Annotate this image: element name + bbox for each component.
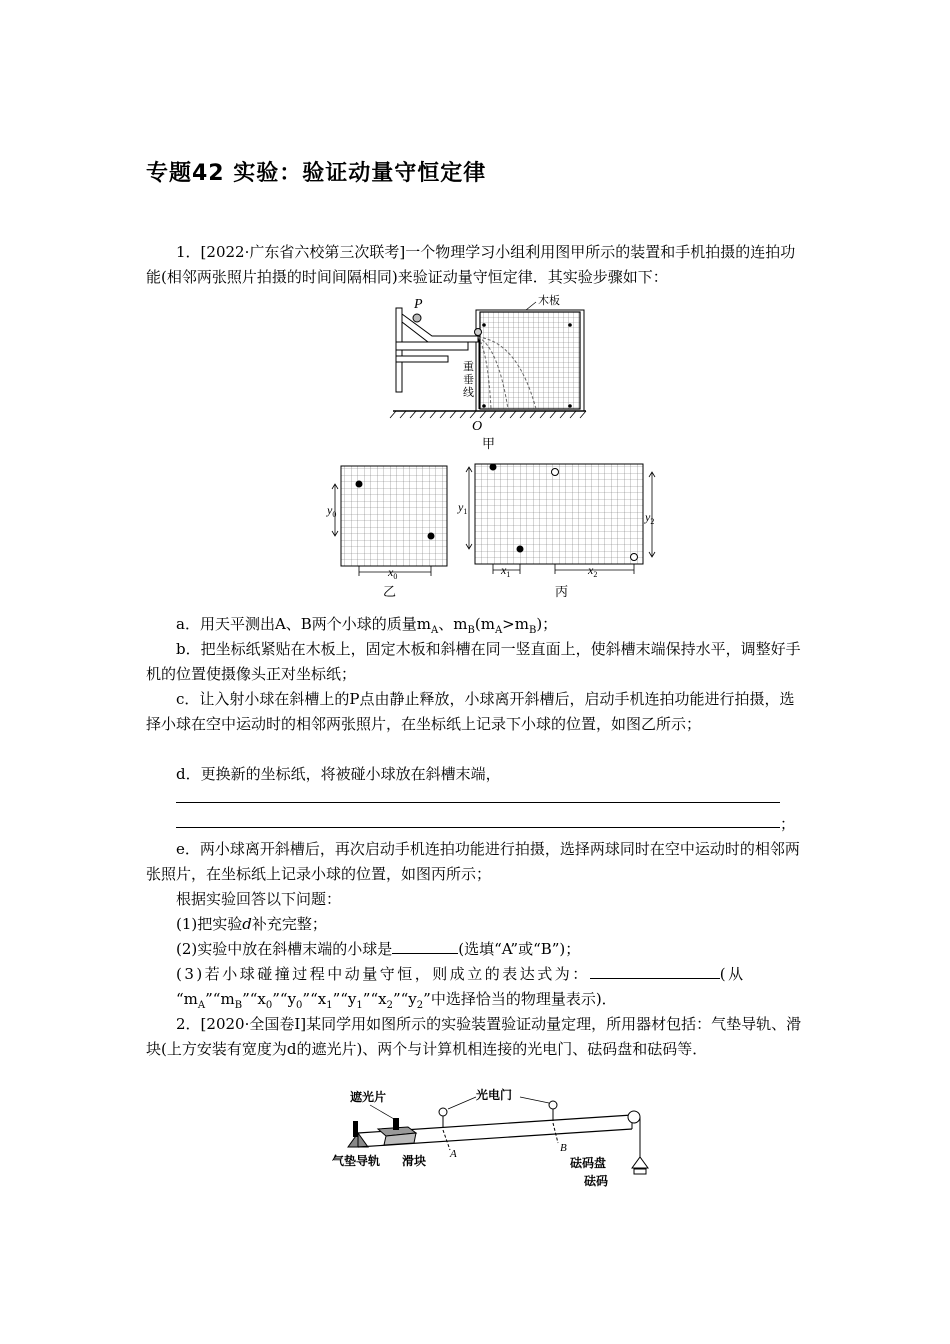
label-y0: $y_0$ bbox=[327, 503, 337, 519]
label-pan: 砝码盘 bbox=[570, 1156, 607, 1170]
step-d-end: ； bbox=[780, 815, 796, 833]
step-d: d．更换新的坐标纸，将被碰小球放在斜槽末端， bbox=[176, 765, 501, 783]
label-x1: $x_1$ bbox=[501, 563, 511, 579]
blank-3[interactable] bbox=[590, 964, 720, 979]
label-x2: $x_2$ bbox=[588, 563, 598, 579]
answer-line-1 bbox=[176, 802, 780, 803]
sub-question-1: (1)把实验d补充完整； bbox=[176, 915, 327, 933]
label-shade: 遮光片 bbox=[350, 1090, 387, 1104]
step-c: c．让入射小球在斜槽上的P点由静止释放，小球离开斜槽后，启动手机连拍功能进行拍摄，选择小球在空中运动时的相邻两张照片，在坐标纸上记录下小球的位置，如图乙所示； bbox=[146, 690, 795, 733]
q1-intro: 1．[2022·广东省六校第三次联考]一个物理学习小组利用图甲所示的装置和手机拍摄的连拍功能(相邻两张照片拍摄的时间间隔相同)来验证动量守恒定律．其实验步骤如下： bbox=[146, 243, 796, 286]
label-weight: 砝码 bbox=[584, 1174, 609, 1188]
sub-question-3-cont: “$m_A”“m_B”“x_0”“y_0”“x_1”“y_1”“x_2”“y_2$”中选择恰当的物理量表示)． bbox=[176, 990, 617, 1011]
label-b: B bbox=[560, 1142, 567, 1154]
label-x0: $x_0$ bbox=[388, 565, 398, 581]
step-b: b．把坐标纸紧贴在木板上，固定木板和斜槽在同一竖直面上，使斜槽末端保持水平，调整好手机的位置使摄像头正对坐标纸； bbox=[146, 640, 801, 683]
caption-bing: 丙 bbox=[555, 585, 569, 600]
step-a: a．用天平测出A、B两个小球的质量$m_A$、$m_B(m_A>m_B)$； bbox=[176, 615, 558, 636]
figure-q2 bbox=[330, 1085, 660, 1195]
sub-question-2: (2)实验中放在斜槽末端的小球是 (选填“A”或“B”)； bbox=[176, 940, 581, 958]
page-title: 专题42 实验：验证动量守恒定律 bbox=[146, 161, 487, 186]
label-y2: $y_2$ bbox=[645, 510, 655, 526]
label-slider: 滑块 bbox=[402, 1154, 427, 1168]
label-board: 木板 bbox=[538, 294, 560, 307]
label-y1: $y_1$ bbox=[458, 500, 468, 516]
q2-intro: 2．[2020·全国卷Ⅰ]某同学用如图所示的实验装置验证动量定理，所用器材包括：气垫导轨、滑块(上方安装有宽度为d的遮光片)、两个与计算机相连接的光电门、砝码盘和砝码等． bbox=[146, 1015, 802, 1058]
caption-yi: 乙 bbox=[383, 585, 397, 600]
sub-question-3: (3)若小球碰撞过程中动量守恒，则成立的表达式为： (从 bbox=[176, 965, 746, 983]
label-track: 气垫导轨 bbox=[332, 1154, 381, 1168]
label-o: O bbox=[472, 419, 483, 434]
label-line-2: 垂 bbox=[463, 373, 474, 386]
figure-bing bbox=[455, 460, 665, 605]
figure-jia bbox=[388, 292, 588, 452]
blank-2[interactable] bbox=[392, 939, 458, 954]
label-p: P bbox=[414, 297, 423, 312]
label-a: A bbox=[450, 1148, 457, 1160]
label-line-3: 线 bbox=[463, 386, 474, 399]
caption-jia: 甲 bbox=[482, 437, 496, 452]
figure-yi bbox=[325, 462, 455, 602]
ask: 根据实验回答以下问题： bbox=[176, 890, 342, 908]
label-gate: 光电门 bbox=[476, 1088, 513, 1102]
label-line-1: 重 bbox=[463, 360, 474, 373]
answer-line-2 bbox=[176, 827, 780, 828]
step-e: e．两小球离开斜槽后，再次启动手机连拍功能进行拍摄，选择两球同时在空中运动时的相邻两张照片，在坐标纸上记录小球的位置，如图丙所示； bbox=[146, 840, 800, 883]
